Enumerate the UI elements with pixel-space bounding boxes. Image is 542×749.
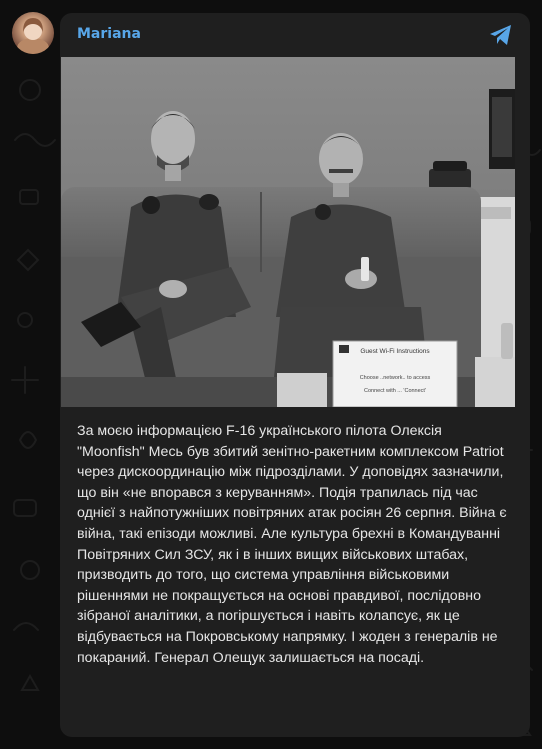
wifi-notice-line-2: Choose ..network.. to access [359,375,431,381]
wifi-notice-line-1: Guest Wi-Fi Instructions [360,348,430,355]
wifi-notice [333,341,457,407]
wifi-notice-line-3: Connect with ... 'Connect' [363,388,427,394]
user-avatar[interactable] [12,12,54,54]
telegram-plane-icon[interactable] [488,23,514,47]
message-bubble [60,13,530,737]
message-photo[interactable] [61,57,515,407]
avatar-image [12,12,54,54]
sender-name[interactable]: Mariana [77,26,141,42]
message-text: За моєю інформацією F-16 українського пілота Олексія "Moonfish" Месь був збитий зенітно-ракетним комплексом Patriot через дискоординацію між підрозділами. У доповідях зазначили, що він «не впорався з керуванням». Подія трапилась під час однієї з найпотужніших повітряних атак росіян 26 серпня. Війна є війна, такі епізоди можливі. Але культура брехні в Командуванні Повітряних Сил ЗСУ, як і в інших вищих військових штабах, призводить до того, що система управління військовими рішеннями не покращується на основі правдивої, послідовно зібраної аналітики, а погіршується і навіть колапсує, як це відбувається на Покровському напрямку. І жоден з генералів не покараний. Генерал Олещук залишається на посаді. [77,423,507,666]
